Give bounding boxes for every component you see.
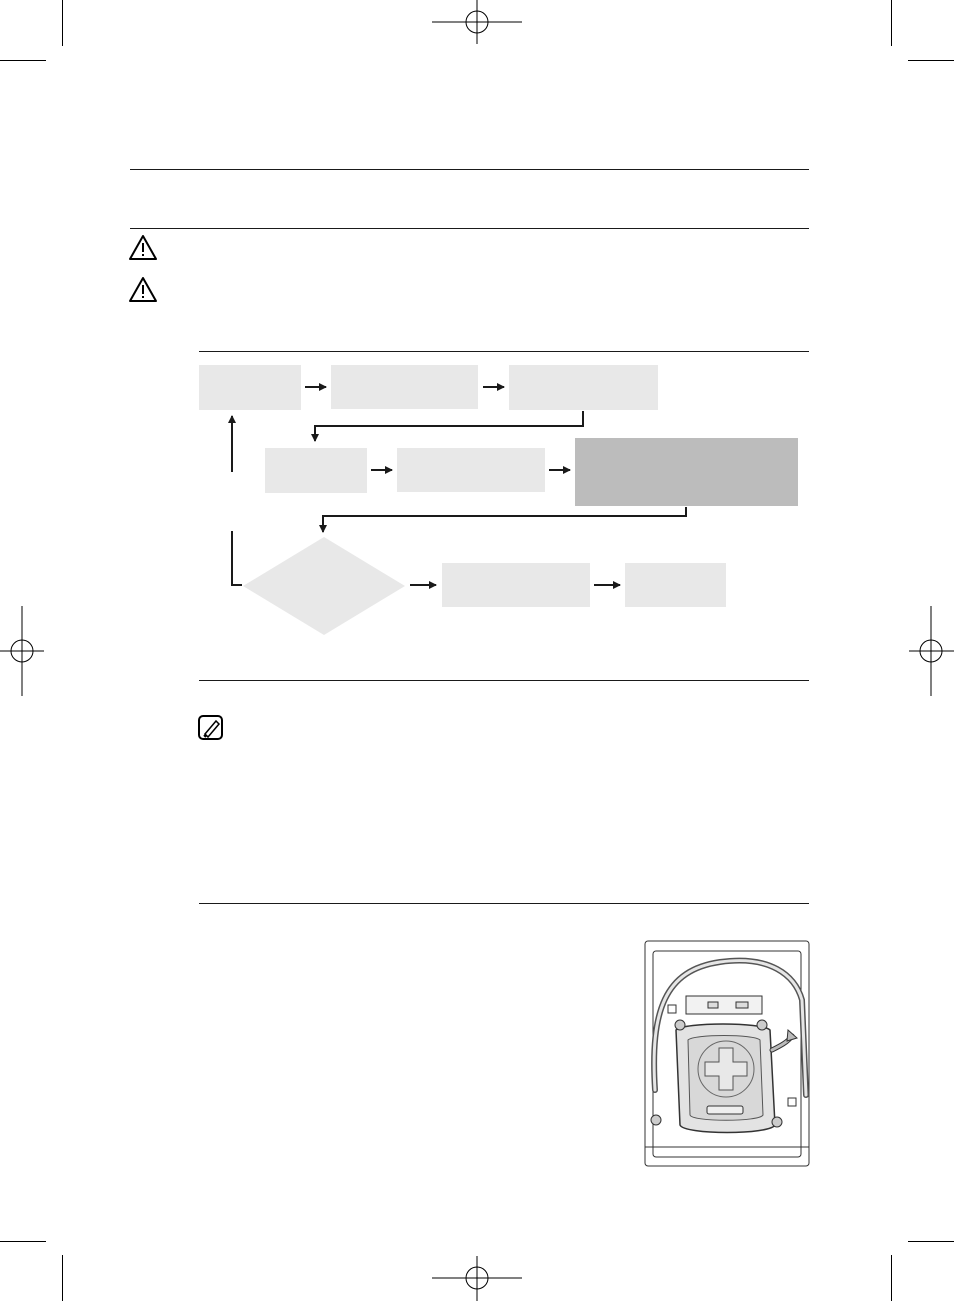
header-rule-top <box>130 169 809 170</box>
header-rule-bottom <box>130 228 809 229</box>
flowchart-rule-bottom <box>199 680 809 681</box>
flowchart-step-3 <box>509 365 658 410</box>
washing-machine-rear-panel-illustration <box>645 941 809 1166</box>
flowchart-step-1 <box>199 365 301 410</box>
warning-triangle-icon <box>130 278 156 301</box>
flowchart-rule-top <box>199 351 809 352</box>
note-pencil-icon <box>199 716 222 739</box>
flowchart-step-6-highlight <box>575 438 798 506</box>
note-rule-bottom <box>199 903 809 904</box>
flowchart-step-5 <box>397 448 545 492</box>
flowchart-step-2 <box>331 365 478 409</box>
flowchart-step-7 <box>442 563 590 607</box>
flowchart-step-4 <box>265 448 367 493</box>
registration-mark-right-icon <box>909 606 954 696</box>
registration-mark-top-icon <box>432 0 522 44</box>
flowchart-step-8 <box>625 563 726 607</box>
warning-triangle-icon <box>130 236 156 259</box>
registration-mark-bottom-icon <box>432 1256 522 1301</box>
registration-mark-left-icon <box>0 606 44 696</box>
flowchart-decision-diamond <box>243 537 405 635</box>
